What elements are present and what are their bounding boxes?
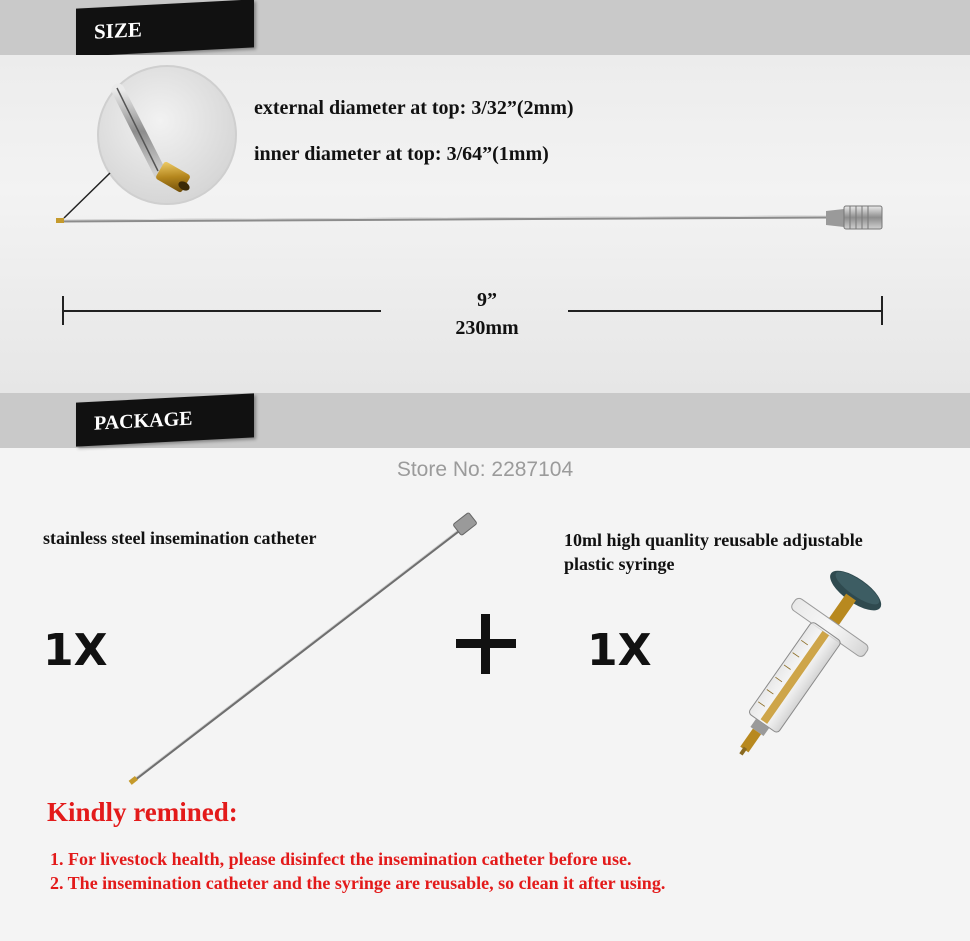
syringe-quantity: 1X [587, 625, 652, 676]
catheter-icon [56, 206, 882, 229]
reminder-note-1: 1. For livestock health, please disinfect the insemination catheter before use. [50, 849, 632, 869]
size-tab [76, 0, 254, 57]
reminder-note-2: 2. The insemination catheter and the syringe are reusable, so clean it after using. [50, 873, 666, 893]
package-catheter-icon [120, 510, 490, 790]
length-mm-text: 230mm [455, 317, 519, 339]
package-tab-label: PACKAGE [94, 407, 193, 435]
catheter-label: stainless steel insemination catheter [43, 528, 317, 548]
length-inch-text: 9” [477, 289, 497, 311]
package-tab [76, 393, 254, 446]
syringe-label-line1: 10ml high quanlity reusable adjustable [564, 530, 863, 550]
size-tab-label: SIZE [94, 17, 142, 44]
callout-line [64, 173, 110, 218]
syringe-label-line2: plastic syringe [564, 554, 675, 574]
reminder-title: Kindly remined: [47, 797, 238, 827]
syringe-icon [690, 565, 920, 775]
inner-diameter-text: inner diameter at top: 3/64”(1mm) [254, 143, 549, 165]
catheter-quantity: 1X [43, 625, 108, 676]
external-diameter-text: external diameter at top: 3/32”(2mm) [254, 97, 574, 119]
store-number-watermark: Store No: 2287104 [396, 458, 574, 481]
